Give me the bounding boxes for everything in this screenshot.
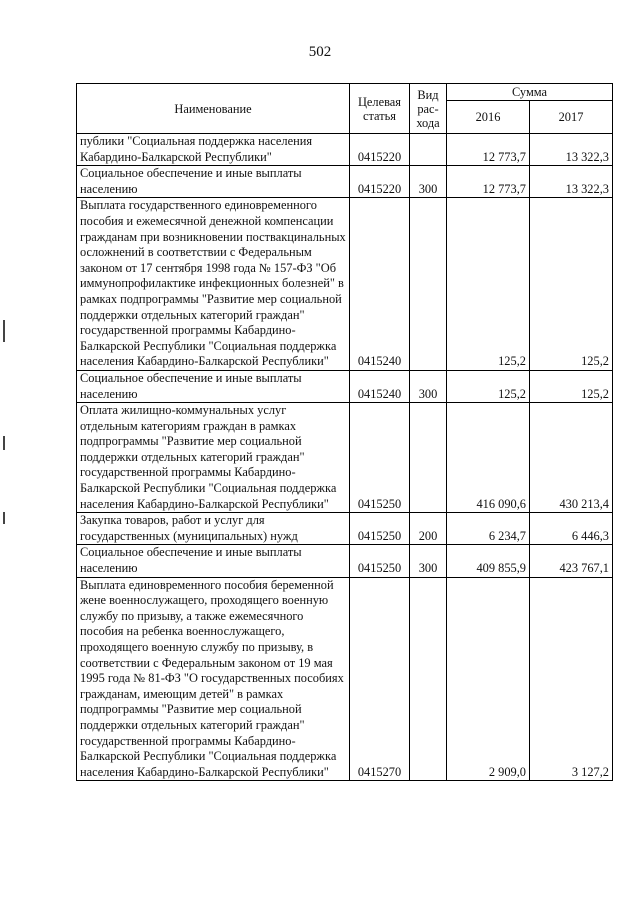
- row-code: 0415250: [350, 545, 410, 577]
- row-name: Закупка товаров, работ и услуг для государственных (муниципальных) нужд: [77, 513, 350, 545]
- header-year-2016: 2016: [447, 101, 530, 134]
- header-sum: Сумма: [447, 84, 613, 101]
- page-number: 502: [308, 44, 332, 60]
- table-row: [77, 134, 613, 166]
- row-2017: 13 322,3: [530, 166, 613, 198]
- scan-mark: [3, 512, 5, 524]
- row-2016: 12 773,7: [447, 166, 530, 198]
- header-article: Целевая статья: [350, 84, 410, 134]
- row-name: публики "Социальная поддержка населения Кабардино-Балкарской Республики": [77, 134, 350, 166]
- row-name: Выплата государственного единовременного пособия и ежемесячной денежной компенсации гражданам при возникновении поствакцинальных осложнений в соответствии с Федеральным законом от 17 сентября 1998 года № 157-ФЗ "Об иммунопрофилактике инфекционных болезней" в рамках подпрограммы "Развитие мер социальной поддержки отдельных категорий граждан" государственной программы Кабардино-Балкарской Республики "Социальная поддержка населения Кабардино-Балкарской Республики": [77, 198, 350, 371]
- row-2016: 12 773,7: [447, 134, 530, 166]
- table-row: [77, 166, 613, 198]
- row-code: 0415220: [350, 166, 410, 198]
- table-row: [77, 403, 613, 513]
- table-row: [77, 545, 613, 577]
- header-year-2017: 2017: [530, 101, 613, 134]
- header-name: Наименование: [77, 84, 350, 134]
- row-vid: 200: [410, 513, 447, 545]
- row-code: 0415250: [350, 403, 410, 513]
- row-2017: 430 213,4: [530, 403, 613, 513]
- row-code: 0415270: [350, 577, 410, 781]
- row-vid: [410, 198, 447, 371]
- row-vid: [410, 134, 447, 166]
- row-vid: 300: [410, 545, 447, 577]
- row-code: 0415240: [350, 198, 410, 371]
- row-code: 0415240: [350, 370, 410, 402]
- row-2016: 2 909,0: [447, 577, 530, 781]
- row-code: 0415220: [350, 134, 410, 166]
- table-row: [77, 198, 613, 371]
- row-2017: 125,2: [530, 198, 613, 371]
- row-2016: 125,2: [447, 370, 530, 402]
- budget-table: [76, 83, 613, 781]
- row-2017: 3 127,2: [530, 577, 613, 781]
- row-vid: 300: [410, 166, 447, 198]
- row-vid: 300: [410, 370, 447, 402]
- row-code: 0415250: [350, 513, 410, 545]
- row-2016: 416 090,6: [447, 403, 530, 513]
- row-2017: 6 446,3: [530, 513, 613, 545]
- row-name: Оплата жилищно-коммунальных услуг отдельным категориям граждан в рамках подпрограммы "Развитие мер социальной поддержки отдельных категорий граждан" государственной программы Кабардино-Балкарской Республики "Социальная поддержка населения Кабардино-Балкарской Республики": [77, 403, 350, 513]
- scan-mark: [3, 320, 5, 342]
- table-row: [77, 577, 613, 781]
- row-vid: [410, 577, 447, 781]
- header-vid: Вид рас-хода: [410, 84, 447, 134]
- row-2016: 125,2: [447, 198, 530, 371]
- row-2017: 13 322,3: [530, 134, 613, 166]
- scan-mark: [3, 436, 5, 450]
- row-vid: [410, 403, 447, 513]
- row-2017: 125,2: [530, 370, 613, 402]
- row-2016: 409 855,9: [447, 545, 530, 577]
- row-2017: 423 767,1: [530, 545, 613, 577]
- row-name: Социальное обеспечение и иные выплаты населению: [77, 545, 350, 577]
- table-row: [77, 370, 613, 402]
- row-name: Социальное обеспечение и иные выплаты населению: [77, 370, 350, 402]
- row-name: Выплата единовременного пособия беременной жене военнослужащего, проходящего военную службу по призыву, а также ежемесячного пособия на ребенка военнослужащего, проходящего военную службу по призыву, в соответствии с Федеральным законом от 19 мая 1995 года № 81-ФЗ "О государственных пособиях гражданам, имеющим детей" в рамках подпрограммы "Развитие мер социальной поддержки отдельных категорий граждан" государственной программы Кабардино-Балкарской Республики "Социальная поддержка населения Кабардино-Балкарской Республики": [77, 577, 350, 781]
- table-row: [77, 513, 613, 545]
- row-name: Социальное обеспечение и иные выплаты населению: [77, 166, 350, 198]
- row-2016: 6 234,7: [447, 513, 530, 545]
